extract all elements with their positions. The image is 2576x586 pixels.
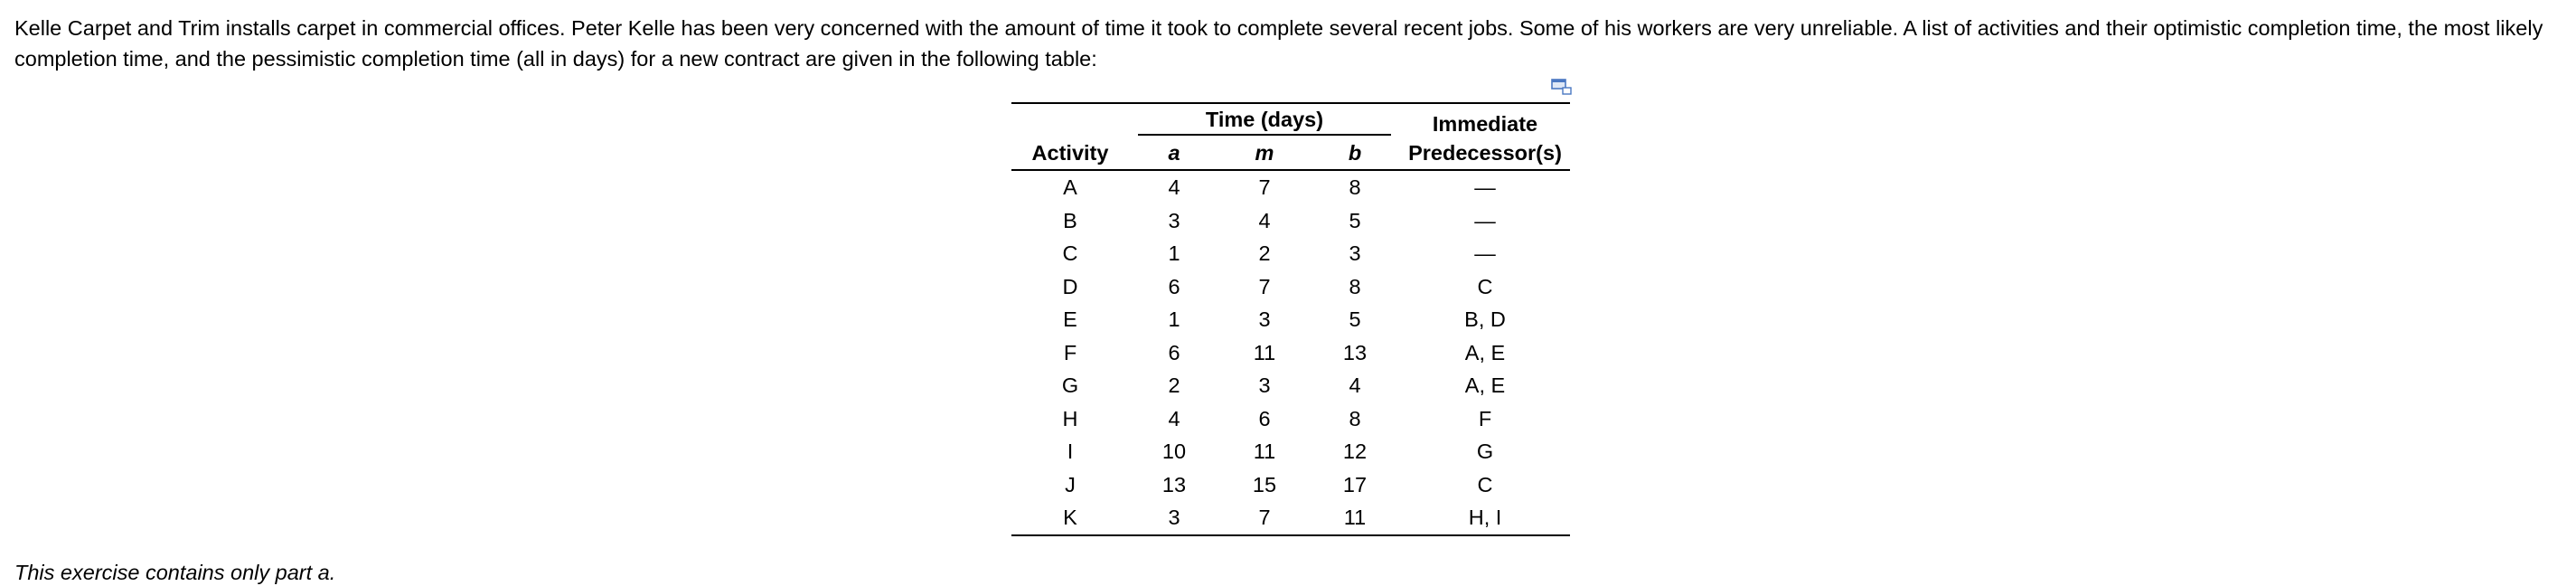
activity-cell: E <box>1063 307 1077 331</box>
table-row <box>1011 237 1570 270</box>
m-cell: 3 <box>1258 373 1271 397</box>
a-cell: 6 <box>1168 340 1180 364</box>
a-cell: 10 <box>1161 440 1187 463</box>
activity-table <box>1011 102 1570 536</box>
predecessor-header-line2: Predecessor(s) <box>1400 137 1570 170</box>
predecessor-cell: B, D <box>1464 307 1506 331</box>
m-cell: 11 <box>1253 340 1276 364</box>
a-cell: 6 <box>1168 274 1180 298</box>
a-cell: 2 <box>1168 373 1180 397</box>
m-cell: 7 <box>1258 274 1271 298</box>
a-column-header: a <box>1129 137 1219 170</box>
problem-statement: Kelle Carpet and Trim installs carpet in commercial offices. Peter Kelle has been very concerned with the amount of time it took to complete several recent jobs. Some of his workers are very unreliable. A list of activities and their optimistic completion time, the most likely completion time, and the pessimistic completion time (all in days) for a new contract are given in the following table: <box>14 16 2543 71</box>
b-cell: 8 <box>1349 406 1361 430</box>
table-row <box>1011 170 1570 204</box>
b-cell: 8 <box>1349 175 1361 199</box>
m-cell: 4 <box>1258 208 1271 232</box>
predecessor-cell: — <box>1474 175 1496 199</box>
header-spacer <box>1011 103 1129 137</box>
m-column-header: m <box>1219 137 1310 170</box>
predecessor-cell: G <box>1476 440 1494 463</box>
table-row <box>1011 204 1570 238</box>
a-cell: 1 <box>1168 241 1180 265</box>
b-cell: 13 <box>1342 340 1368 364</box>
activity-column-header: Activity <box>1011 137 1129 170</box>
activity-cell: G <box>1061 373 1079 397</box>
activity-cell: J <box>1065 472 1076 496</box>
b-cell: 8 <box>1349 274 1361 298</box>
exercise-note: This exercise contains only part a. <box>14 561 336 584</box>
a-cell: 1 <box>1168 307 1180 331</box>
table-row <box>1011 336 1570 370</box>
predecessor-cell: — <box>1474 208 1496 232</box>
table-header-row-1 <box>1011 103 1570 137</box>
predecessor-cell: A, E <box>1464 373 1506 397</box>
m-cell: 15 <box>1252 472 1277 496</box>
a-cell: 3 <box>1168 506 1180 529</box>
table-row <box>1011 402 1570 436</box>
table-row <box>1011 468 1570 502</box>
m-cell: 6 <box>1258 406 1271 430</box>
activity-cell: A <box>1063 175 1077 199</box>
predecessor-cell: C <box>1477 472 1493 496</box>
table-row <box>1011 435 1570 468</box>
table-row <box>1011 369 1570 402</box>
b-column-header: b <box>1310 137 1400 170</box>
activity-cell: B <box>1063 208 1077 232</box>
time-group-label: Time (days) <box>1138 105 1391 136</box>
a-cell: 13 <box>1161 472 1187 496</box>
activity-cell: F <box>1063 340 1077 364</box>
a-cell: 4 <box>1168 175 1180 199</box>
time-group-header <box>1129 103 1400 137</box>
b-cell: 5 <box>1349 307 1361 331</box>
table-row <box>1011 303 1570 336</box>
predecessor-cell: C <box>1477 274 1493 298</box>
table-row <box>1011 270 1570 304</box>
m-cell: 3 <box>1258 307 1271 331</box>
predecessor-header-line1: Immediate <box>1432 112 1538 136</box>
a-cell: 4 <box>1168 406 1180 430</box>
b-cell: 12 <box>1342 440 1368 463</box>
b-cell: 3 <box>1349 241 1361 265</box>
m-cell: 7 <box>1258 175 1271 199</box>
expand-table-icon[interactable] <box>1551 78 1573 96</box>
predecessor-cell: F <box>1478 406 1492 430</box>
m-cell: 2 <box>1258 241 1271 265</box>
predecessor-cell: H, I <box>1468 506 1502 529</box>
a-cell: 3 <box>1168 208 1180 232</box>
table-header-row-2 <box>1011 137 1570 170</box>
b-cell: 5 <box>1349 208 1361 232</box>
activity-cell: K <box>1063 506 1077 529</box>
activity-cell: D <box>1062 274 1078 298</box>
m-cell: 7 <box>1258 506 1271 529</box>
activity-cell: H <box>1062 406 1078 430</box>
predecessor-cell: A, E <box>1464 340 1506 364</box>
activity-table-container <box>1011 102 1570 536</box>
b-cell: 17 <box>1342 472 1368 496</box>
b-cell: 11 <box>1343 506 1367 529</box>
predecessor-cell: — <box>1474 241 1496 265</box>
activity-cell: C <box>1062 241 1078 265</box>
activity-cell: I <box>1067 440 1074 463</box>
table-row <box>1011 501 1570 535</box>
m-cell: 11 <box>1253 440 1276 463</box>
b-cell: 4 <box>1349 373 1361 397</box>
